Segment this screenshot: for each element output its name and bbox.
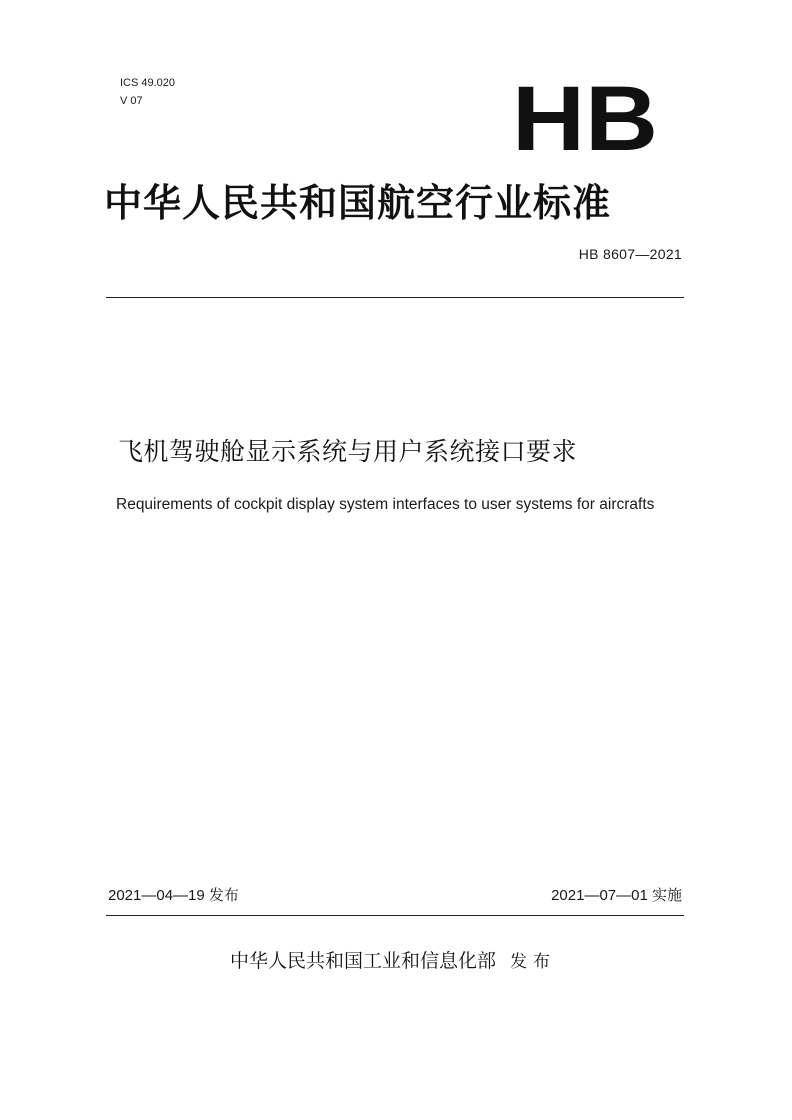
implementation-date: 2021—07—01 实施	[551, 887, 682, 904]
hb-logo	[510, 84, 660, 156]
issuing-authority	[230, 946, 556, 973]
classification-codes	[120, 74, 175, 110]
issuer-name: 中华人民共和国工业和信息化部	[230, 950, 497, 972]
standard-type-title: 中华人民共和国航空行业标准	[104, 181, 612, 225]
release-label: 发布	[510, 952, 557, 972]
ics-code: ICS 49.020	[120, 77, 176, 89]
hb-logo-text: HB	[512, 84, 658, 156]
issue-date: 2021—04—19 发布	[108, 887, 239, 904]
document-title-en: Requirements of cockpit display system interfaces to user systems for aircrafts	[116, 496, 655, 513]
footer-divider	[106, 915, 684, 916]
category-code: V 07	[120, 95, 143, 107]
document-title-zh: 飞机驾驶舱显示系统与用户系统接口要求	[118, 437, 578, 466]
header-divider	[106, 297, 684, 298]
standard-number: HB 8607—2021	[578, 246, 682, 262]
